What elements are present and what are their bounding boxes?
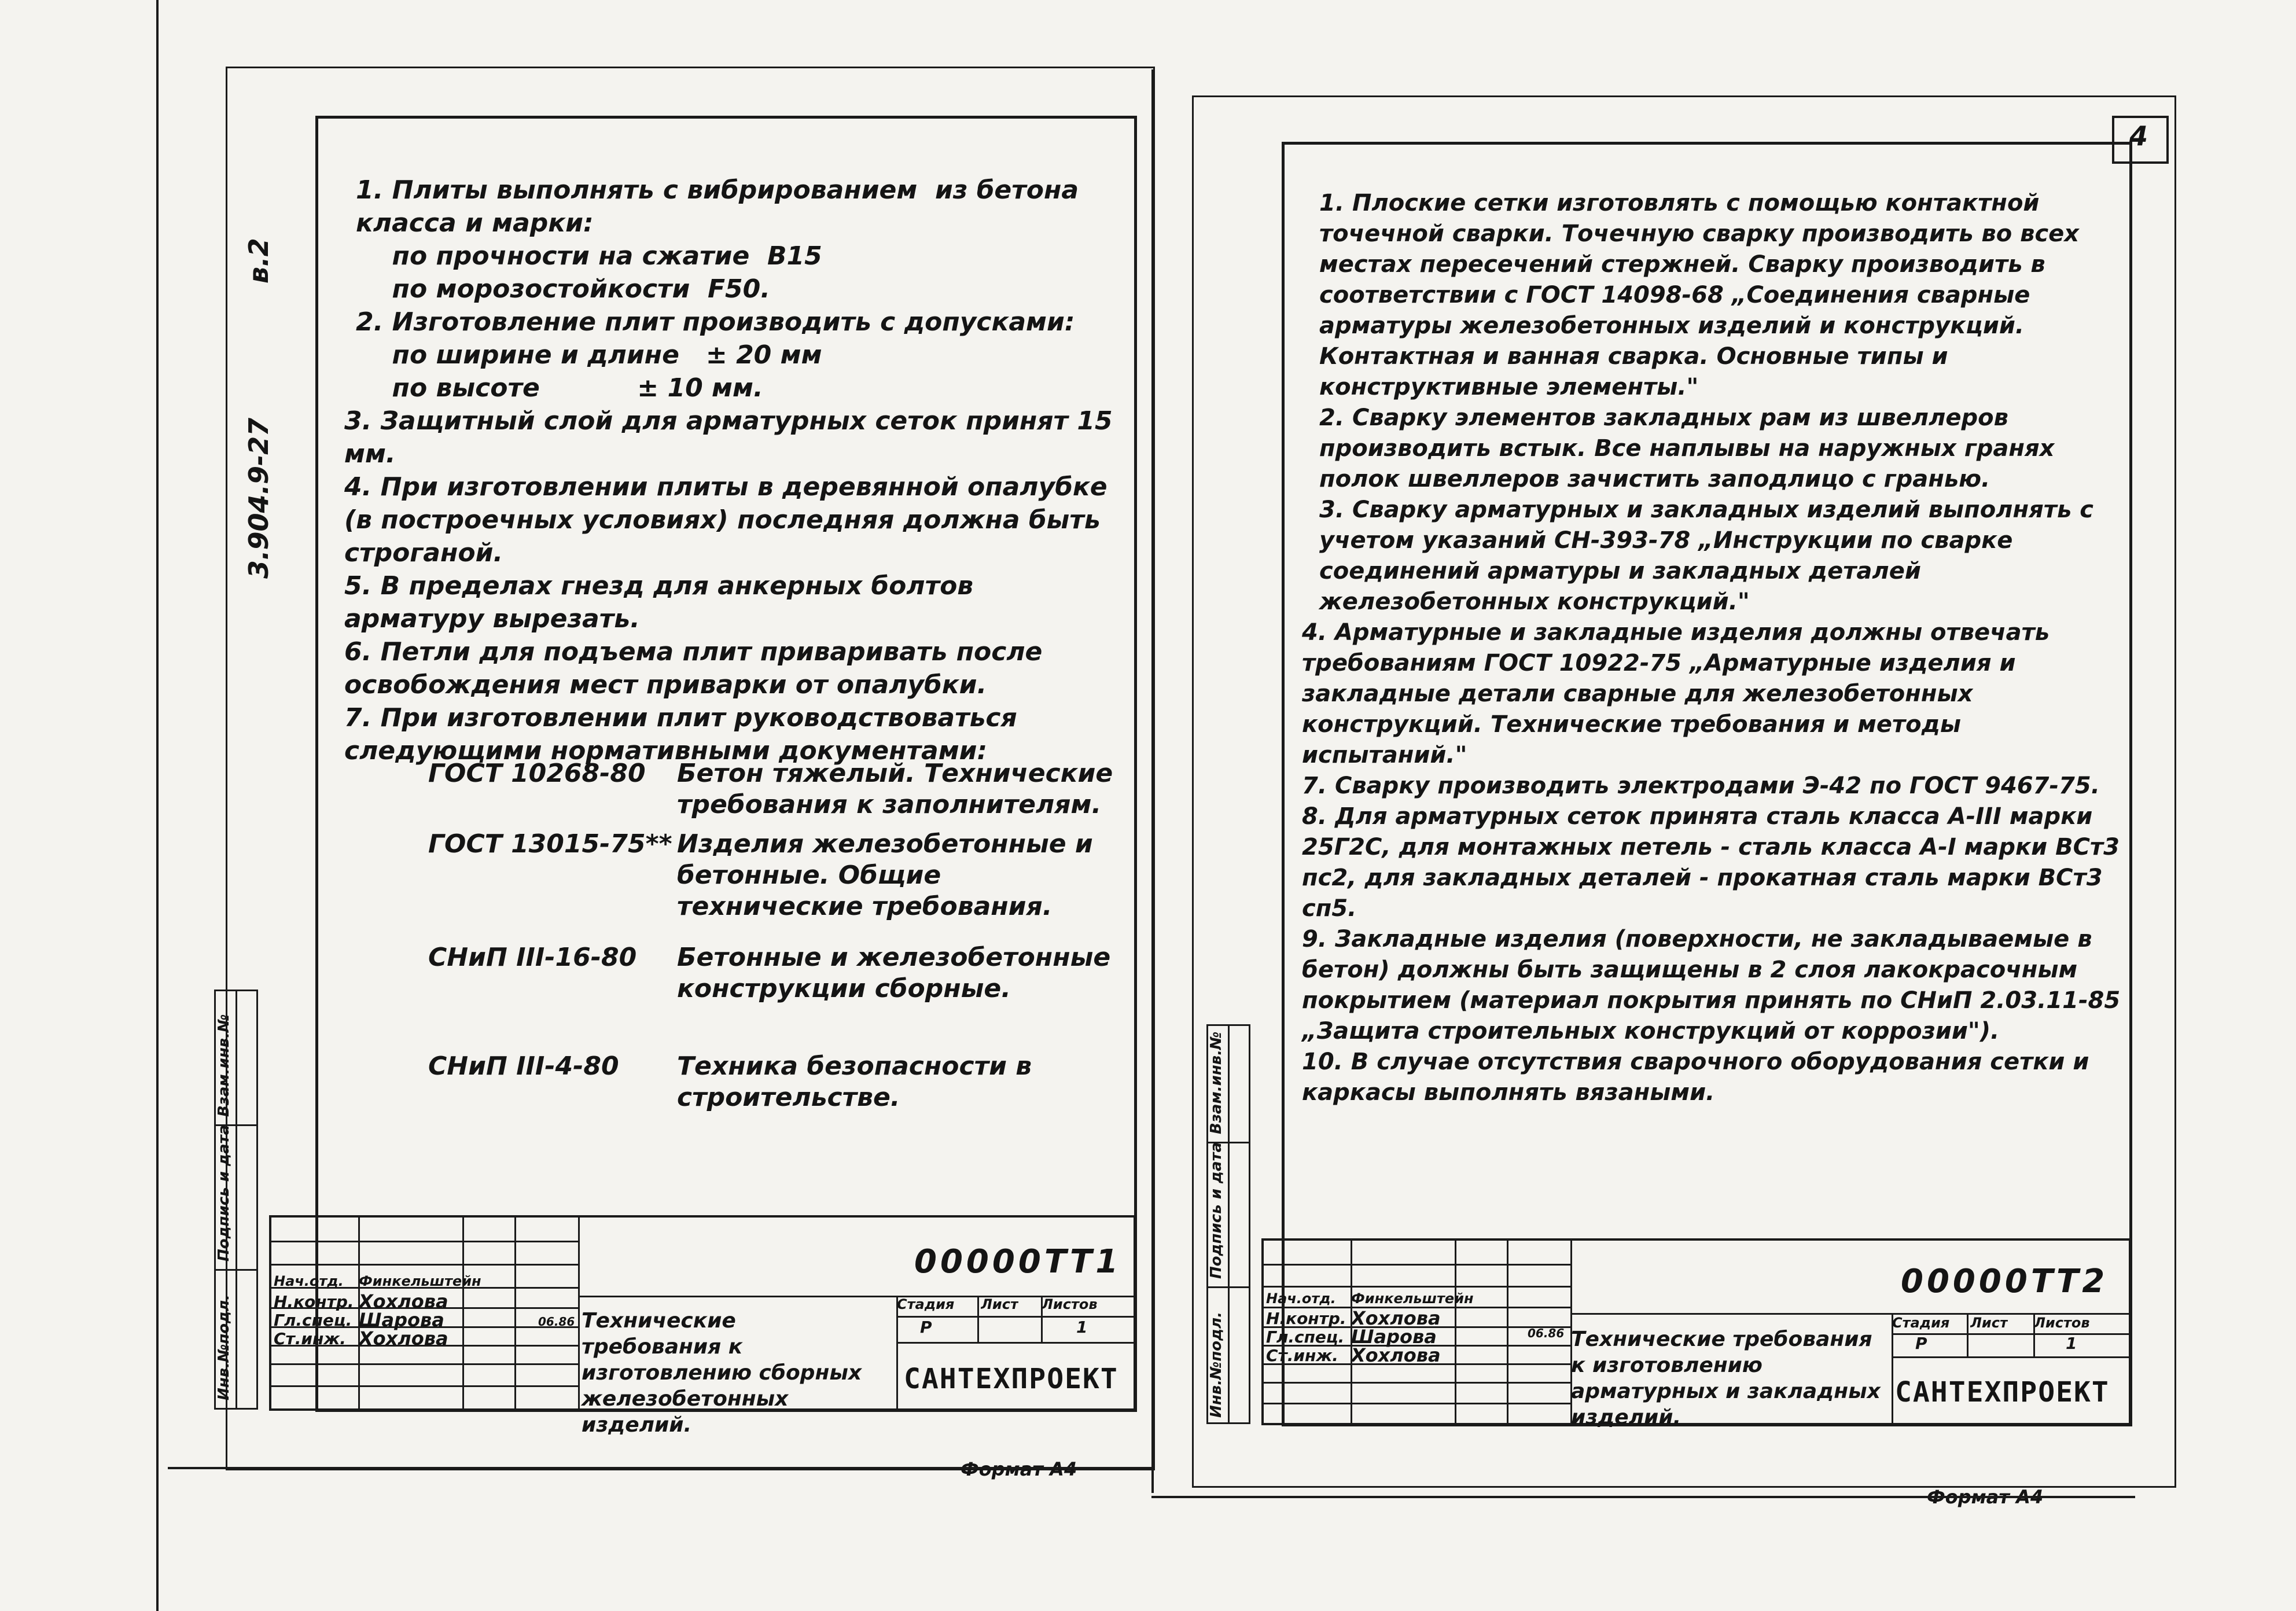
doc-code: ГОСТ 10268-80 — [428, 759, 646, 788]
doc-title: Техника безопасности в строительстве. — [677, 1051, 1032, 1112]
right-doc-code: 00000ТТ2 — [1901, 1263, 2109, 1300]
left-note-2a: по ширине и длине ± 20 мм — [321, 340, 822, 370]
right-sheet-label: Лист — [1970, 1315, 2008, 1331]
left-note-1b: по морозостойкости F50. — [321, 274, 770, 304]
right-stamp-sign: Подпись и дата — [1208, 1142, 1225, 1279]
right-title: Технические требования к изготовлению арматурных и закладных изделий. — [1571, 1327, 1881, 1429]
right-role-2: Н.контр. — [1266, 1309, 1346, 1328]
right-note-7: 7. Сварку производить электродами Э-42 по ГОСТ 9467-75. — [1302, 773, 2100, 799]
left-date: 06.86 — [538, 1315, 575, 1329]
right-note-9: 9. Закладные изделия (поверхности, не закладываемые в бетон) должны быть защищены в 2 слоя лакокрасочным покрытием (материал покрытия принять по СНиП 2.03.11-85 „Защита строительных конструкций от коррозии"). — [1302, 926, 2129, 1044]
right-sheets-label: Листов — [2034, 1315, 2090, 1331]
left-sheet-label: Лист — [981, 1296, 1018, 1312]
left-note-5: 5. В пределах гнезд для анкерных болтов арматуру вырезать. — [344, 571, 983, 634]
left-note-3: 3. Защитный слой для арматурных сеток принят 15 мм. — [344, 406, 1121, 469]
left-name-3: Шарова — [359, 1309, 444, 1331]
left-note-1: 1. Плиты выполнять с вибрированием из бетона класса и марки: — [356, 175, 1088, 238]
right-note-3: 3. Сварку арматурных и закладных изделий выполнять с учетом указаний СН-393-78 „Инструкции по сварке соединений арматуры и закладных деталей железобетонных конструкций." — [1319, 496, 2102, 615]
right-name-2: Хохлова — [1351, 1307, 1441, 1329]
right-name-3: Шарова — [1351, 1326, 1437, 1348]
left-note-2: 2. Изготовление плит производить с допусками: — [356, 307, 1075, 337]
doc-code: ГОСТ 13015-75** — [428, 829, 672, 859]
doc-title: Бетонные и железобетонные конструкции сборные. — [677, 943, 1111, 1003]
left-role-3: Гл.спец. — [274, 1311, 352, 1330]
right-format: Формат А4 — [1927, 1486, 2044, 1508]
left-sheets-label: Листов — [1042, 1296, 1098, 1312]
left-stage-label: Стадия — [897, 1296, 955, 1312]
left-stamp-sign: Подпись и дата — [215, 1124, 233, 1261]
doc-row — [428, 829, 1123, 922]
right-name-4: Хохлова — [1351, 1344, 1441, 1366]
bottom-scan-line — [168, 1467, 1151, 1469]
right-page-number: 4 — [2129, 120, 2148, 152]
left-note-4: 4. При изготовлении плиты в деревянной опалубке (в построечных условиях) последняя должна быть строганой. — [344, 472, 1116, 568]
doc-code: СНиП III-4-80 — [428, 1051, 619, 1081]
right-name-1: Финкельштейн — [1351, 1290, 1474, 1307]
left-stage: Р — [920, 1318, 932, 1337]
left-note-2b: по высоте ± 10 мм. — [321, 373, 763, 403]
left-stamp-inv: Инв.№подл. — [215, 1294, 233, 1400]
right-org-name: САНТЕХПРОЕКТ — [1895, 1376, 2110, 1408]
bottom-scan-line-2 — [1151, 1496, 2135, 1498]
left-name-1: Финкельштейн — [359, 1273, 481, 1289]
doc-row — [428, 758, 1123, 821]
left-note-7: 7. При изготовлении плит руководствоваться следующими нормативными документами: — [344, 703, 1026, 766]
left-role-1: Нач.отд. — [274, 1273, 344, 1289]
right-note-4: 4. Арматурные и закладные изделия должны отвечать требованиям ГОСТ 10922-75 „Арматурные изделия и закладные детали сварные для железобетонных конструкций. Технические требования и методы испытаний." — [1302, 619, 2058, 768]
doc-code: СНиП III-16-80 — [428, 943, 637, 972]
right-sheets: 1 — [2066, 1334, 2077, 1353]
right-stage-label: Стадия — [1892, 1315, 1950, 1331]
left-edge-line — [156, 0, 159, 1611]
right-note-10: 10. В случае отсутствия сварочного оборудования сетки и каркасы выполнять вязаными. — [1302, 1049, 2098, 1106]
right-stage: Р — [1915, 1334, 1927, 1353]
left-note-6: 6. Петли для подъема плит приваривать после освобождения мест приварки от опалубки. — [344, 637, 1051, 700]
left-title: Технические требования к изготовлению сборных железобетонных изделий. — [582, 1309, 862, 1437]
left-sheets: 1 — [1076, 1318, 1088, 1337]
right-note-2: 2. Сварку элементов закладных рам из швеллеров производить встык. Все наплывы на наружных гранях полок швеллеров зачистить заподлицо с гранью. — [1319, 404, 2063, 492]
right-role-1: Нач.отд. — [1266, 1290, 1336, 1307]
right-stamp-zam: Взам.инв.№ — [1208, 1031, 1225, 1134]
right-stamp-inv: Инв.№подл. — [1208, 1311, 1225, 1418]
left-role-2: Н.контр. — [274, 1292, 354, 1311]
doc-title: Бетон тяжелый. Технические требования к заполнителям. — [677, 759, 1113, 819]
left-normative-docs — [428, 758, 1123, 1113]
left-doc-code: 00000ТТ1 — [914, 1243, 1122, 1281]
doc-row — [428, 1051, 1123, 1113]
right-role-4: Ст.инж. — [1266, 1346, 1338, 1365]
right-note-8: 8. Для арматурных сеток принята сталь класса А-III марки 25Г2С, для монтажных петель - сталь класса А-I марки ВСт3 пс2, для закладных деталей - прокатная сталь марки ВСт3 сп5. — [1302, 803, 2128, 922]
left-role-4: Ст.инж. — [274, 1329, 346, 1348]
left-stamp-zam: Взам.инв.№ — [215, 1014, 233, 1117]
left-issue: в.2 — [243, 238, 274, 284]
left-notes — [321, 174, 1120, 767]
right-date: 06.86 — [1528, 1326, 1565, 1340]
doc-title: Изделия железобетонные и бетонные. Общие технические требования. — [677, 829, 1093, 921]
left-name-4: Хохлова — [359, 1327, 448, 1349]
left-note-1a: по прочности на сжатие B15 — [321, 241, 822, 271]
left-org-name: САНТЕХПРОЕКТ — [904, 1363, 1118, 1395]
left-format: Формат А4 — [961, 1458, 1077, 1480]
doc-row — [428, 942, 1123, 1005]
center-fold-line — [1151, 69, 1154, 1493]
right-notes — [1302, 188, 2129, 1108]
left-name-2: Хохлова — [359, 1290, 448, 1312]
right-role-3: Гл.спец. — [1266, 1327, 1345, 1347]
right-note-1: 1. Плоские сетки изготовлять с помощью контактной точечной сварки. Точечную сварку производить во всех местах пересечений стержней. Сварку производить в соответствии с ГОСТ 14098-68 „Соединения сварные арматуры железобетонных изделий и конструкций. Контактная и ванная сварка. Основные типы и конструктивные элементы." — [1319, 190, 2088, 400]
left-series-code: 3.904.9-27 — [243, 417, 274, 579]
